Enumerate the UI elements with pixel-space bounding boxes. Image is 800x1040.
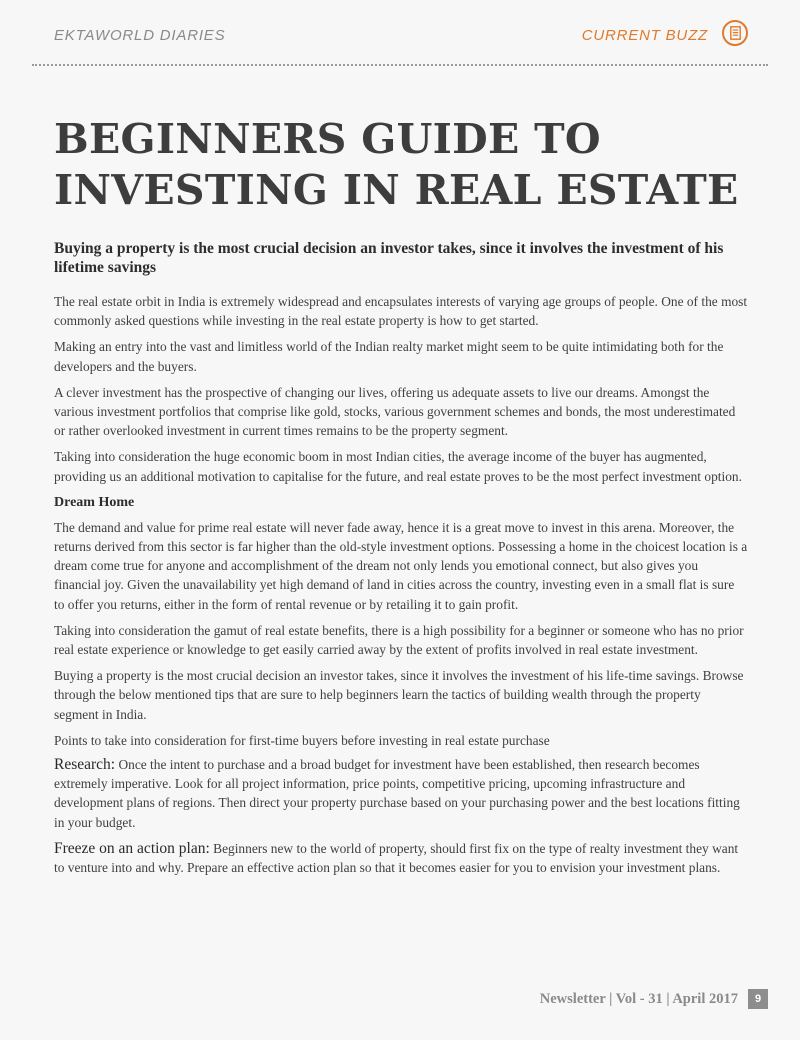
article-body [54, 292, 748, 884]
tip-paragraph [54, 839, 748, 877]
newsletter-info: Newsletter | Vol - 31 | April 2017 [539, 990, 738, 1007]
page-header [54, 18, 748, 58]
article-title: BEGINNERS GUIDE TO INVESTING IN REAL ESTATE [54, 115, 739, 214]
document-icon [722, 20, 748, 46]
body-paragraph: Buying a property is the most crucial decision an investor takes, since it involves the investment of his life-time savings. Browse through the below mentioned tips that are sure to help beginners learn the tactics of building wealth through the property segment in India. [54, 668, 744, 722]
body-paragraph: The real estate orbit in India is extremely widespread and encapsulates interests of varying age groups of people. One of the most commonly asked questions while investing in the real estate property is how to get started. [54, 294, 748, 329]
page-footer [540, 988, 768, 1010]
section-label: CURRENT BUZZ [581, 27, 708, 44]
body-paragraph: Points to take into consideration for first-time buyers before investing in real estate purchase [54, 732, 550, 748]
section-subheading: Dream Home [54, 494, 135, 510]
tip-heading: Freeze on an action plan: [54, 839, 210, 857]
brand-name: EKTAWORLD DIARIES [54, 27, 226, 44]
body-paragraph: A clever investment has the prospective of changing our lives, offering us adequate assets to live our dreams. Amongst the various investment portfolios that comprise like gold, stocks, various government schemes and bonds, the most underestimated or rather overlooked investment in current times remains to be the property segment. [54, 384, 736, 439]
body-paragraph: The demand and value for prime real estate will never fade away, hence it is a great move to invest in this arena. Moreover, the returns derived from this sector is far higher than the old-style investment options. Possessing a home in the choicest location is a dream come true for anyone and accomplishment of the dream not only lends you emotional connect, but also gives you financial joy. Given the unavailability yet high demand of land in cities across the country, investing even in a small flat is sure to offer you returns, either in the form of rental revenue or by retailing it to gain profit. [54, 519, 748, 612]
page-number: 9 [748, 989, 768, 1009]
body-paragraph: Making an entry into the vast and limitless world of the Indian realty market might seem to be quite intimidating both for the developers and the buyers. [54, 339, 724, 374]
tip-text: Beginners new to the world of property, should first fix on the type of realty investment they want to venture into and why. Prepare an effective action plan so that it becomes easier for you to envision your investment plans. [54, 840, 739, 876]
tip-text: Once the intent to purchase and a broad budget for investment have been established, then research becomes extremely imperative. Look for all project information, price points, competitive pricing, upcoming infrastructure and development plans of regions. Then direct your property purchase based on your purchasing power and the best locations fitting in your budget. [54, 757, 740, 830]
body-paragraph: Taking into consideration the huge economic boom in most Indian cities, the average income of the buyer has augmented, providing us an additional motivation to capitalise for the future, and real estate proves to be the most perfect investment option. [54, 449, 742, 484]
body-paragraph: Taking into consideration the gamut of real estate benefits, there is a high possibility for a beginner or someone who has no prior real estate experience or knowledge to get easily carried away by the extent of profits involved in real estate investment. [54, 622, 744, 658]
header-divider [32, 64, 768, 66]
article-lede: Buying a property is the most crucial decision an investor takes, since it involves the investment of his lifetime savings [54, 240, 724, 276]
tip-heading: Research: [54, 756, 116, 774]
tip-paragraph [54, 755, 748, 832]
